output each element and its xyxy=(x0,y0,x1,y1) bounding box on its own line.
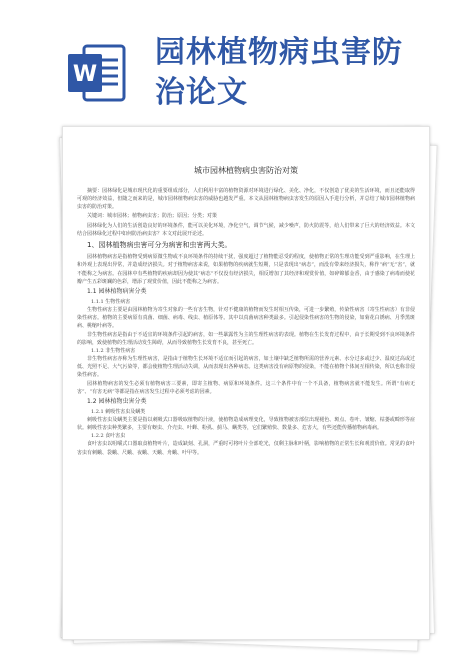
nonbio-disease-paragraph-2: 非生物性病害亦称为生理性病害，是指由于植物生长环境不适宜而引起的病害，如土壤中缺乏植物所需的营养元素、水分过多或过少、温度过高或过低、光照不足、大气污染等，都会使植物生理活动失调，从而表现出各种病态。这类病害没有病原物的侵染，不能在植物个体间互相传染，所以也称非侵染性病害。 xyxy=(77,356,415,379)
abstract-paragraph: 摘要：园林绿化是城市现代化的重要组成部分，人们利用丰富的植物资源对环境进行绿化、美化、净化，不仅创造了优美的生活环境，而且还能取得可观的经济效益，但随之而来的是，城市园林植物病虫害的威胁也越发严重。本文从园林植物病虫害发生的原因入手进行分析，并总结了城市园林植物病虫害的防治对策。 xyxy=(77,188,415,211)
document-preview[interactable] xyxy=(60,126,440,646)
word-icon-letter: W xyxy=(72,62,98,87)
sucking-pests-paragraph: 刺吸性害虫及螨类主要是指以刺吸式口器吸取植物的汁液，使植物造成病理变化，导致植物被害部位出现褪色、斑点、卷叶、皱缩、枯萎或畸形等症状。刺吸性害虫种类繁多，主要有蚜虫、介壳虫、叶蝉、粉虱、蓟马、螨类等，它们繁殖快、数量多、危害大，有些还能传播植物病毒病。 xyxy=(77,417,415,432)
intro-paragraph: 园林绿化为人们的生活创造良好的环境条件，能可以美化环境，净化空气，调节气候，减少噪声，防火防震等，给人们带来了巨大的经济效益。本文结合园林绿化过程中如何防治病虫害？本文对此展开论述。 xyxy=(77,222,415,238)
document-page xyxy=(62,126,430,640)
section-1-paragraph: 园林植物病害是指植物受到病原微生物或不良环境条件的持续干扰，强度超过了植物能忍受的程度，使植物正常的生理功能受到严重影响，在生理上和外观上表现出异常，并造成经济损失。对于植物病害来说，如果植物的疾病就生短期，只是表现出“病态”，而没有带来经济损失，称作“病”无“害”，就不能称之为病害。在园林中有些植物的疾病却因为使其“病态”不仅没有经济损失，相反增加了其经济和观赏价值，如碎锦郁金香，由于感染了病毒而使花瓣产生五彩斑斓的色彩，增添了观赏价值，因此不能称之为病害。 xyxy=(77,254,415,285)
subsection-heading-1-2: 1.2 园林植物虫害分类 xyxy=(87,398,147,406)
subsection-heading-1-2-2: 1.2.2 食叶害虫 xyxy=(91,433,126,440)
leaf-pests-paragraph: 食叶害虫以咀嚼式口器取食植物叶片，造成缺刻、孔洞，严重时可将叶片全部吃光，仅剩主脉和叶柄，影响植物的正常生长和观赏价值。常见的食叶害虫有刺蛾、袋蛾、尺蛾、夜蛾、天蛾、舟蛾、叶甲等。 xyxy=(77,441,415,456)
section-heading-1: 1、园林植物病虫害可分为病害和虫害两大类。 xyxy=(87,241,232,250)
document-title: 城市园林植物病虫害防治对策 xyxy=(194,166,298,175)
subsection-heading-1-1-1: 1.1.1 生物性病害 xyxy=(91,299,131,306)
bio-disease-paragraph: 生物性病害主要是由园林植物为寄生对象的一些有害生物，针对不健康的植物而发生时相互传染，可进一步繁殖，传染性病害（寄生性病害）有非侵染性病害。植物的主要病原有真菌、细菌、病毒、线虫、植原体等。其中以真菌病害种类最多。引起侵染性病害的生物的侵染，如菊花白锈病、月季黑斑病、桃缩叶病等。 xyxy=(77,307,415,330)
page-title xyxy=(155,33,465,113)
subsection-heading-1-1: 1.1 园林植物病害分类 xyxy=(87,288,147,296)
subsection-heading-1-2-1: 1.2.1 刺吸性害虫及螨类 xyxy=(91,409,146,416)
page-title-line-2: 治论文 xyxy=(155,75,248,110)
subsection-heading-1-1-2: 1.1.2 非生物性病害 xyxy=(91,348,136,355)
nonbio-disease-paragraph: 非生物性病害是指由于不适宜的环境条件引起的病害，如一些暴露性为主的生理性病害的表现。植物在生长发育过程中，由于长期受到不良环境条件的影响，致使植物的生理活动发生障碍，从而导致植物生长发育不良，甚至死亡。 xyxy=(77,331,415,346)
keywords-line: 关键词：城市园林；植物病虫害；防治；原因；分类；对策 xyxy=(87,212,218,219)
banner-header xyxy=(0,0,474,118)
word-document-icon xyxy=(66,42,128,104)
disease-factors-paragraph: 园林植物病害的发生必须有植物病害三要素，即寄主植物、病原和环境条件。这三个条件中有一个不具备，植物病害就不能发生。所谓“有病无害”、“有害无病”等都是指在病害发生过程中必须考虑的因素。 xyxy=(77,380,415,395)
document-body xyxy=(77,165,415,457)
page-title-line-1: 园林植物病虫害防 xyxy=(155,35,403,70)
